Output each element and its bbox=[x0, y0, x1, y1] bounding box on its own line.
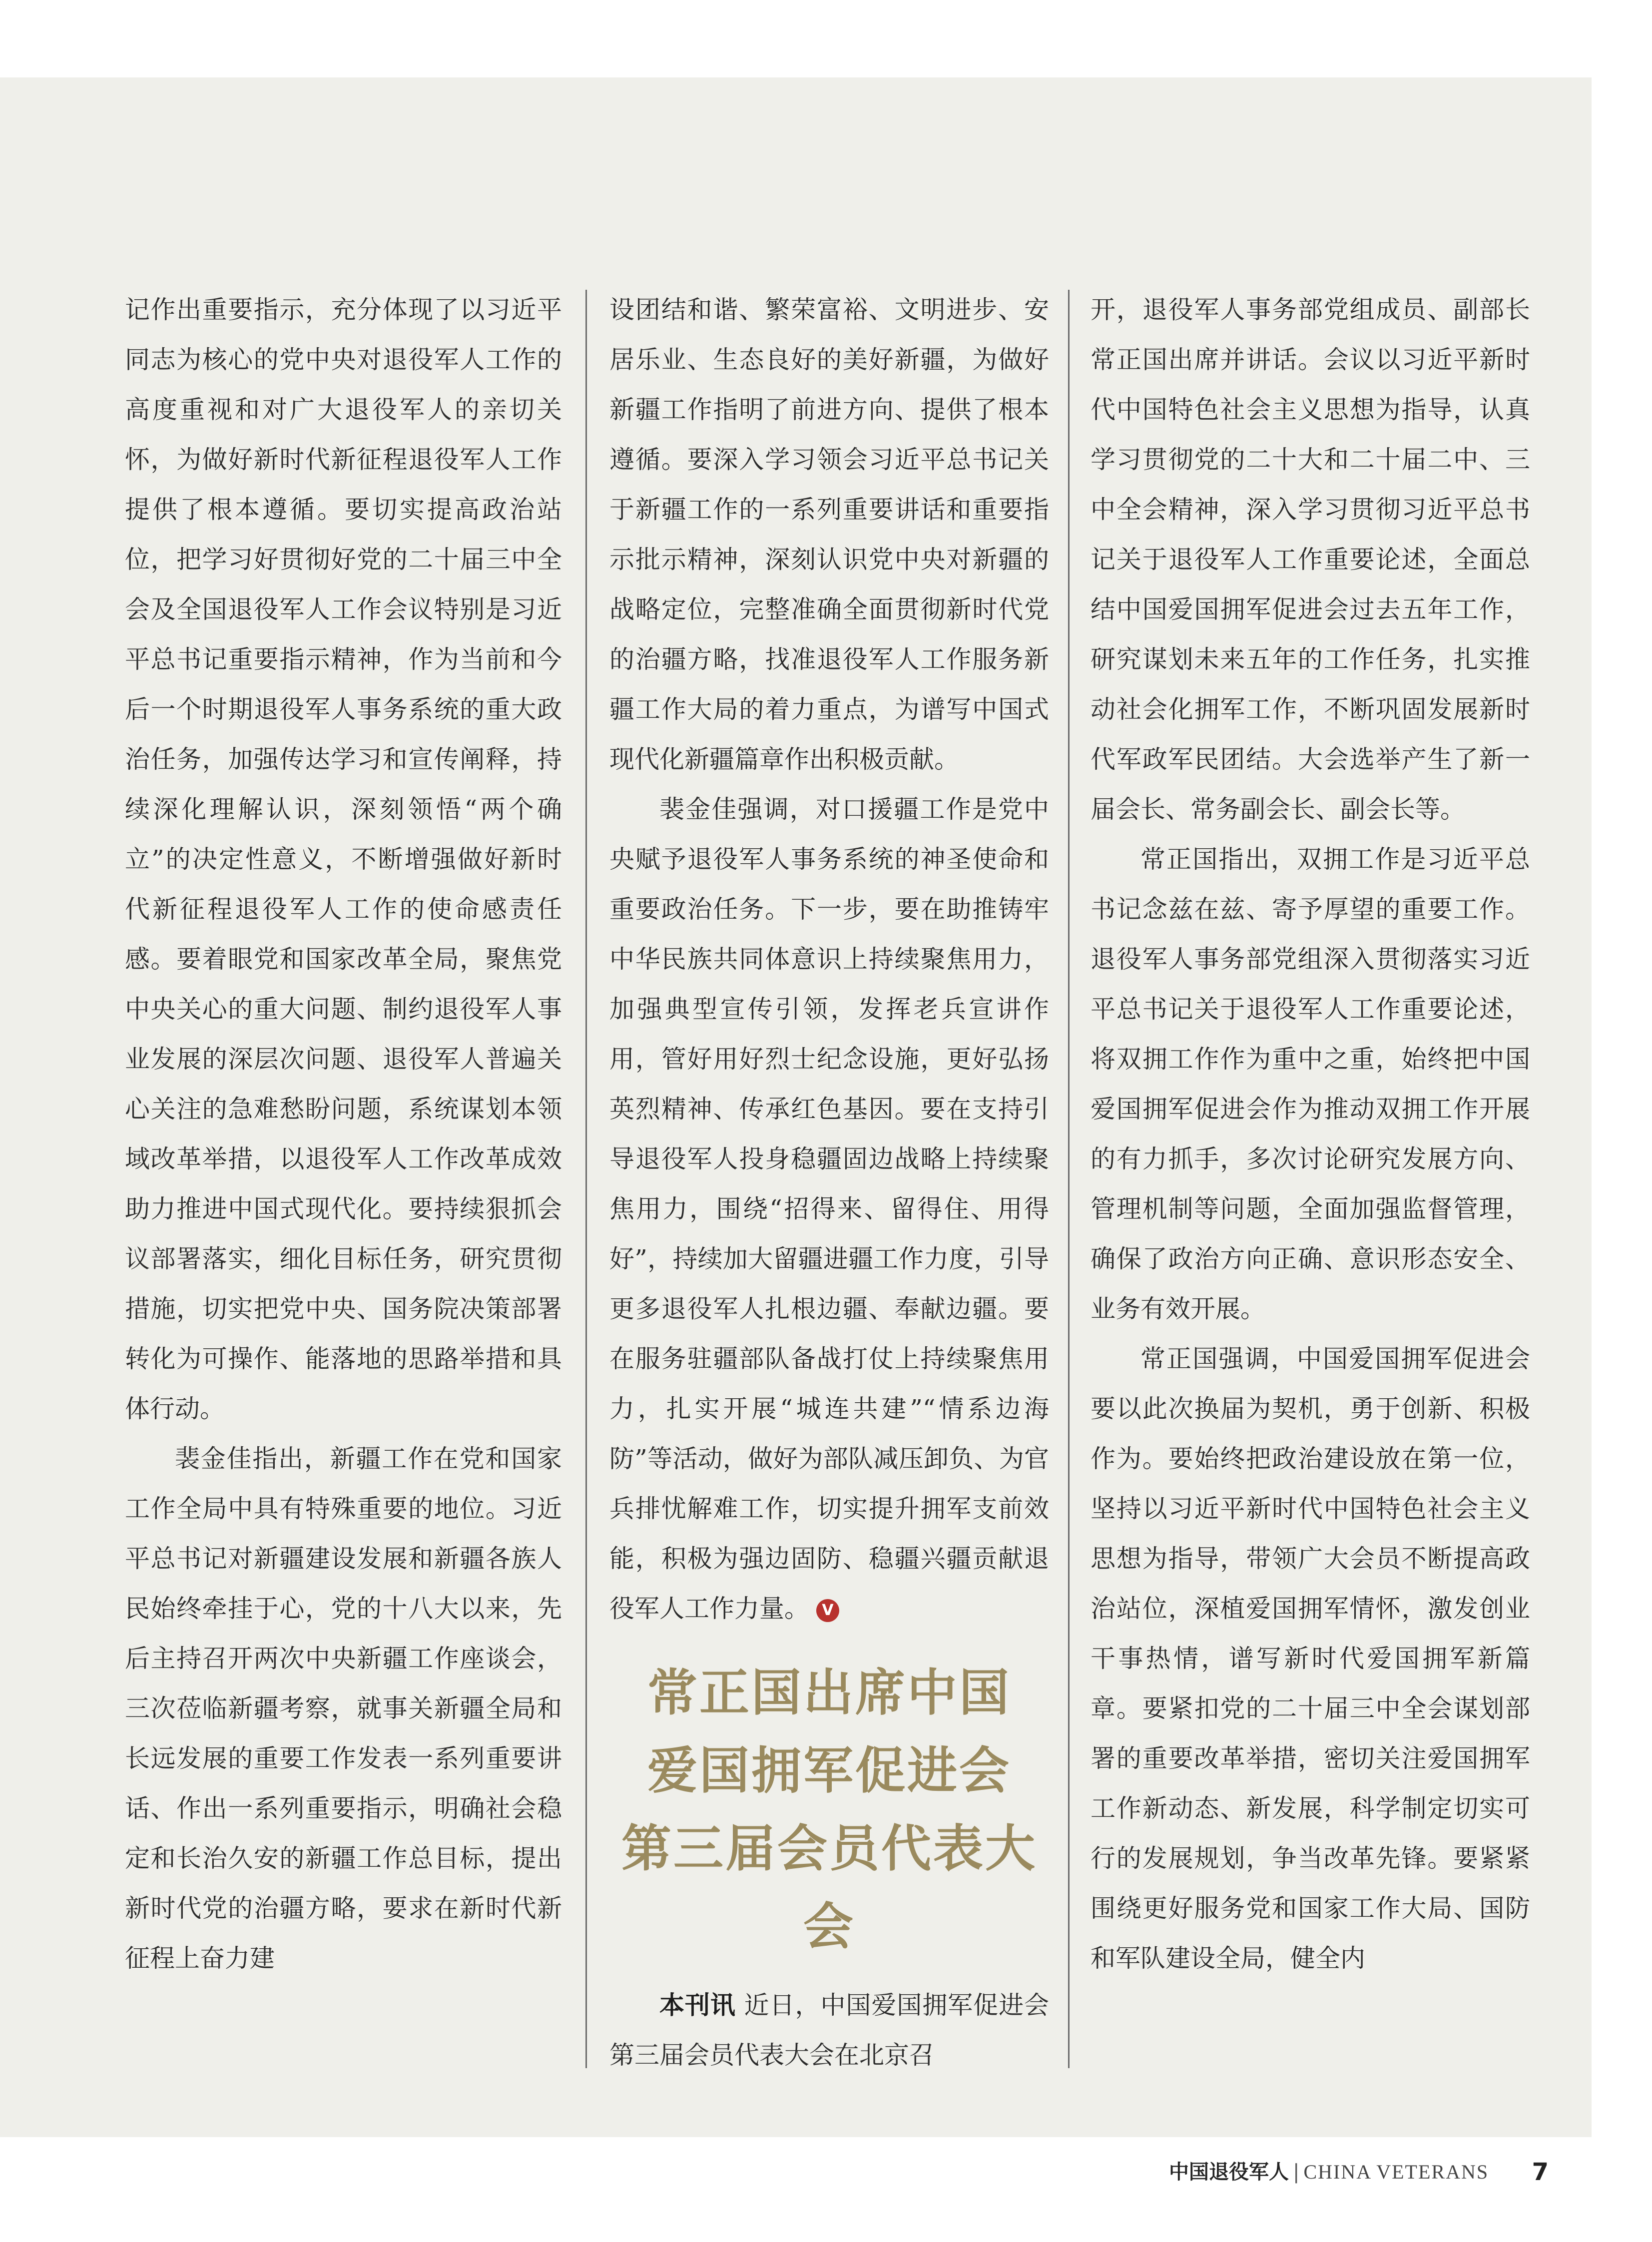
paragraph: 常正国指出，双拥工作是习近平总书记念兹在兹、寄予厚望的重要工作。退役军人事务部党组深入贯彻落实习近平总书记关于退役军人工作重要论述，将双拥工作作为重中之重，始终把中国爱国拥军促进会作为推动双拥工作开展的有力抓手，多次讨论研究发展方向、管理机制等问题，全面加强监督管理，确保了政治方向正确、意识形态安全、业务有效开展。 bbox=[1091, 845, 1530, 1323]
paragraph bbox=[609, 784, 1049, 1634]
magazine-name-en: CHINA VETERANS bbox=[1303, 2161, 1489, 2183]
article-column-1 bbox=[125, 285, 562, 1983]
paragraph: 裴金佳指出，新疆工作在党和国家工作全局中具有特殊重要的地位。习近平总书记对新疆建设发展和新疆各族人民始终牵挂于心，党的十八大以来，先后主持召开两次中央新疆工作座谈会，三次莅临新疆考察，就事关新疆全局和长远发展的重要工作发表一系列重要讲话、作出一系列重要指示，明确社会稳定和长治久安的新疆工作总目标，提出新时代党的治疆方略，要求在新时代新征程上奋力建 bbox=[125, 1444, 562, 1973]
column-divider bbox=[1068, 290, 1070, 2068]
footer-separator: | bbox=[1293, 2161, 1300, 2184]
byline: 本刊讯 bbox=[659, 1991, 736, 2020]
article-column-2 bbox=[609, 285, 1049, 2080]
headline-line-3: 第三届会员代表大会 bbox=[621, 1819, 1037, 1956]
paragraph: 设团结和谐、繁荣富裕、文明进步、安居乐业、生态良好的美好新疆，为做好新疆工作指明了前进方向、提供了根本遵循。要深入学习领会习近平总书记关于新疆工作的一系列重要讲话和重要指示批示精神，深刻认识党中央对新疆的战略定位，完整准确全面贯彻新时代党的治疆方略，找准退役军人工作服务新疆工作大局的着力重点，为谱写中国式现代化新疆篇章作出积极贡献。 bbox=[609, 295, 1049, 774]
paragraph: 常正国强调，中国爱国拥军促进会要以此次换届为契机，勇于创新、积极作为。要始终把政治建设放在第一位，坚持以习近平新时代中国特色社会主义思想为指导，带领广大会员不断提高政治站位，深植爱国拥军情怀，激发创业干事热情，谱写新时代爱国拥军新篇章。要紧扣党的二十届三中全会谋划部署的重要改革举措，密切关注爱国拥军工作新动态、新发展，科学制定切实可行的发展规划，争当改革先锋。要紧紧围绕更好服务党和国家工作大局、国防和军队建设全局，健全内 bbox=[1091, 1344, 1530, 1973]
headline-line-1: 常正国出席中国 bbox=[647, 1663, 1011, 1722]
article-headline bbox=[609, 1654, 1049, 1965]
article-column-3 bbox=[1091, 285, 1530, 1983]
paragraph-text: 裴金佳强调，对口援疆工作是党中央赋予退役军人事务系统的神圣使命和重要政治任务。下一步，要在助推铸牢中华民族共同体意识上持续聚焦用力，加强典型宣传引领，发挥老兵宣讲作用，管好用好烈士纪念设施，更好弘扬英烈精神、传承红色基因。要在支持引导退役军人投身稳疆固边战略上持续聚焦用力，围绕“招得来、留得住、用得好”，持续加大留疆进疆工作力度，引导更多退役军人扎根边疆、奉献边疆。要在服务驻疆部队备战打仗上持续聚焦用力，扎实开展“城连共建”“情系边海防”等活动，做好为部队减压卸负、为官兵排忧解难工作，切实提升拥军支前效能，积极为强边固防、稳疆兴疆贡献退役军人工作力量。 bbox=[609, 795, 1049, 1623]
headline-line-2: 爱国拥军促进会 bbox=[647, 1741, 1011, 1800]
paragraph-text: 近日，中国爱国拥军促进会第三届会员代表大会在北京召 bbox=[609, 1991, 1050, 2070]
column-divider bbox=[585, 290, 587, 2068]
article-end-icon: V bbox=[816, 1599, 839, 1622]
paragraph: 记作出重要指示，充分体现了以习近平同志为核心的党中央对退役军人工作的高度重视和对广大退役军人的亲切关怀，为做好新时代新征程退役军人工作提供了根本遵循。要切实提高政治站位，把学习好贯彻好党的二十届三中全会及全国退役军人工作会议特别是习近平总书记重要指示精神，作为当前和今后一个时期退役军人事务系统的重大政治任务，加强传达学习和宣传阐释，持续深化理解认识，深刻领悟“两个确立”的决定性意义，不断增强做好新时代新征程退役军人工作的使命感责任感。要着眼党和国家改革全局，聚焦党中央关心的重大问题、制约退役军人事业发展的深层次问题、退役军人普遍关心关注的急难愁盼问题，系统谋划本领域改革举措，以退役军人工作改革成效助力推进中国式现代化。要持续狠抓会议部署落实，细化目标任务，研究贯彻措施，切实把党中央、国务院决策部署转化为可操作、能落地的思路举措和具体行动。 bbox=[125, 295, 562, 1423]
page-number: 7 bbox=[1532, 2158, 1549, 2186]
page-footer bbox=[1169, 2157, 1549, 2187]
paragraph bbox=[609, 1980, 1049, 2080]
paragraph: 开，退役军人事务部党组成员、副部长常正国出席并讲话。会议以习近平新时代中国特色社会主义思想为指导，认真学习贯彻党的二十大和二十届二中、三中全会精神，深入学习贯彻习近平总书记关于退役军人工作重要论述，全面总结中国爱国拥军促进会过去五年工作，研究谋划未来五年的工作任务，扎实推动社会化拥军工作，不断巩固发展新时代军政军民团结。大会选举产生了新一届会长、常务副会长、副会长等。 bbox=[1091, 295, 1530, 824]
magazine-name-cn: 中国退役军人 bbox=[1169, 2161, 1289, 2184]
